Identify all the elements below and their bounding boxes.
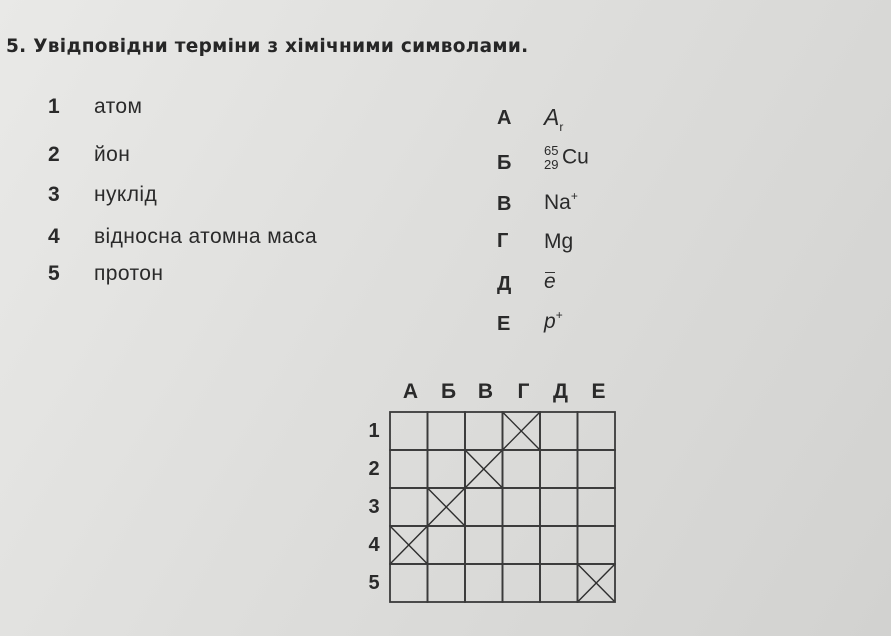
term-text: йон bbox=[94, 143, 131, 166]
answer-grid bbox=[388, 410, 620, 604]
term-text: нуклід bbox=[94, 183, 158, 206]
grid-cell[interactable] bbox=[465, 412, 503, 450]
grid-cell[interactable] bbox=[465, 526, 503, 564]
term-number: 3 bbox=[48, 183, 60, 206]
grid-cell[interactable] bbox=[503, 450, 541, 488]
term-text: відносна атомна маса bbox=[94, 225, 318, 248]
grid-cell[interactable] bbox=[578, 526, 616, 564]
symbol-main: Cu bbox=[562, 145, 589, 169]
grid-row-5: 5 bbox=[368, 572, 380, 594]
grid-cell[interactable] bbox=[390, 564, 428, 602]
grid-cell[interactable] bbox=[428, 450, 466, 488]
term-number: 5 bbox=[48, 262, 60, 285]
option-letter-d: Д bbox=[497, 273, 512, 295]
grid-cell[interactable] bbox=[540, 450, 578, 488]
term-number: 4 bbox=[48, 225, 60, 248]
symbol-superscript: + bbox=[555, 308, 563, 322]
term-number: 1 bbox=[48, 95, 60, 118]
symbol-electron bbox=[544, 270, 556, 294]
grid-cell[interactable] bbox=[465, 564, 503, 602]
grid-cell[interactable] bbox=[390, 488, 428, 526]
grid-cell[interactable] bbox=[578, 488, 616, 526]
question-title: 5. Увідповідни терміни з хімічними символами. bbox=[6, 36, 529, 57]
symbol-sodium-ion bbox=[544, 191, 578, 215]
term-text: атом bbox=[94, 95, 143, 118]
grid-cell[interactable] bbox=[428, 412, 466, 450]
grid-cell[interactable] bbox=[578, 450, 616, 488]
grid-row-4: 4 bbox=[368, 534, 380, 556]
atomic-number: 29 bbox=[544, 157, 559, 172]
symbol-main: p bbox=[544, 310, 556, 333]
grid-column-v: В bbox=[477, 380, 494, 403]
symbol-subscript: r bbox=[559, 120, 564, 134]
symbol-copper-nuclide bbox=[544, 143, 589, 173]
grid-column-h: Г bbox=[517, 380, 530, 403]
grid-cell[interactable] bbox=[503, 564, 541, 602]
symbol-main: e bbox=[544, 270, 556, 293]
symbol-superscript: + bbox=[570, 189, 578, 203]
option-letter-a: А bbox=[497, 107, 512, 129]
term-text: протон bbox=[94, 262, 164, 285]
grid-column-b: Б bbox=[440, 380, 457, 403]
grid-cell[interactable] bbox=[465, 488, 503, 526]
symbol-relative-atomic-mass bbox=[544, 104, 564, 134]
symbol-main: Mg bbox=[544, 230, 574, 253]
grid-row-3: 3 bbox=[368, 496, 380, 518]
cross-mark bbox=[429, 489, 465, 525]
grid-row-2: 2 bbox=[368, 458, 380, 480]
option-letter-v: В bbox=[497, 193, 512, 215]
option-letter-h: Г bbox=[497, 230, 509, 252]
grid-column-a: А bbox=[402, 380, 419, 403]
grid-cell[interactable] bbox=[428, 526, 466, 564]
grid-cell[interactable] bbox=[390, 450, 428, 488]
grid-cell[interactable] bbox=[503, 488, 541, 526]
grid-cell[interactable] bbox=[428, 564, 466, 602]
cross-mark bbox=[466, 451, 502, 487]
grid-cell[interactable] bbox=[540, 412, 578, 450]
grid-cell[interactable] bbox=[540, 488, 578, 526]
symbol-main: Na bbox=[544, 191, 571, 214]
term-number: 2 bbox=[48, 143, 60, 166]
cross-mark bbox=[504, 413, 540, 449]
symbol-main: A bbox=[544, 104, 560, 130]
symbol-magnesium bbox=[544, 230, 573, 254]
grid-cell[interactable] bbox=[540, 564, 578, 602]
option-letter-e: Е bbox=[497, 313, 511, 335]
option-letter-b: Б bbox=[497, 152, 512, 174]
mass-number: 65 bbox=[544, 143, 559, 158]
grid-row-1: 1 bbox=[368, 420, 380, 442]
cross-mark bbox=[391, 527, 427, 563]
grid-column-e: Е bbox=[591, 380, 606, 403]
isotope-numbers bbox=[544, 143, 562, 173]
cross-mark bbox=[579, 565, 615, 601]
grid-cell[interactable] bbox=[503, 526, 541, 564]
grid-cell[interactable] bbox=[578, 412, 616, 450]
symbol-proton bbox=[544, 310, 563, 334]
grid-cell[interactable] bbox=[540, 526, 578, 564]
grid-cell[interactable] bbox=[390, 412, 428, 450]
grid-column-d: Д bbox=[553, 380, 568, 403]
